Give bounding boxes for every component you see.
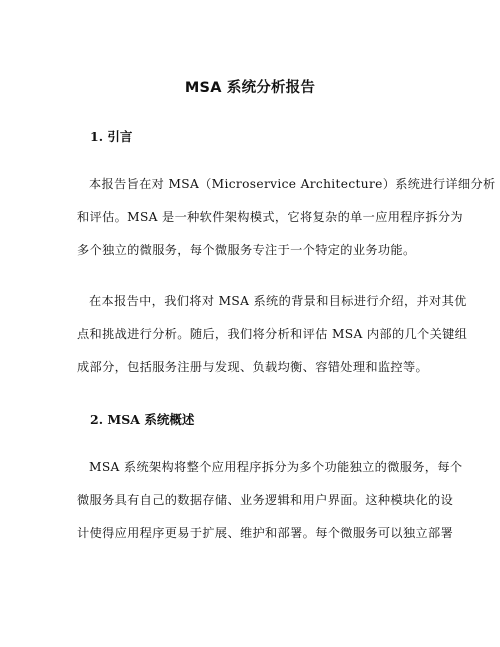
paragraph-overview-1	[77, 457, 463, 556]
section-heading-introduction: 1. 引言	[90, 129, 133, 144]
paragraph-line: 微服务具有自己的数据存储、业务逻辑和用户界面。这种模块化的设	[77, 493, 454, 507]
paragraph-line: 多个独立的微服务，每个微服务专注于一个特定的业务功能。	[77, 243, 416, 257]
paragraph-line: 点和挑战进行分析。随后，我们将分析和评估 MSA 内部的几个关键组	[77, 327, 468, 341]
paragraph-line: 本报告旨在对 MSA（Microservice Architecture）系统进行详细分析	[89, 177, 496, 191]
paragraph-line: 在本报告中，我们将对 MSA 系统的背景和目标进行介绍，并对其优	[89, 294, 467, 308]
paragraph-line: 成部分，包括服务注册与发现、负载均衡、容错处理和监控等。	[77, 360, 429, 374]
paragraph-line: 计使得应用程序更易于扩展、维护和部署。每个微服务可以独立部署	[77, 526, 454, 540]
paragraph-introduction-1	[77, 174, 496, 273]
paragraph-line: 和评估。MSA 是一种软件架构模式，它将复杂的单一应用程序拆分为	[77, 210, 463, 224]
paragraph-line: MSA 系统架构将整个应用程序拆分为多个功能独立的微服务，每个	[89, 460, 463, 474]
section-heading-overview: 2. MSA 系统概述	[90, 412, 195, 427]
paragraph-introduction-2	[77, 291, 468, 390]
document-title: MSA 系统分析报告	[184, 80, 316, 96]
